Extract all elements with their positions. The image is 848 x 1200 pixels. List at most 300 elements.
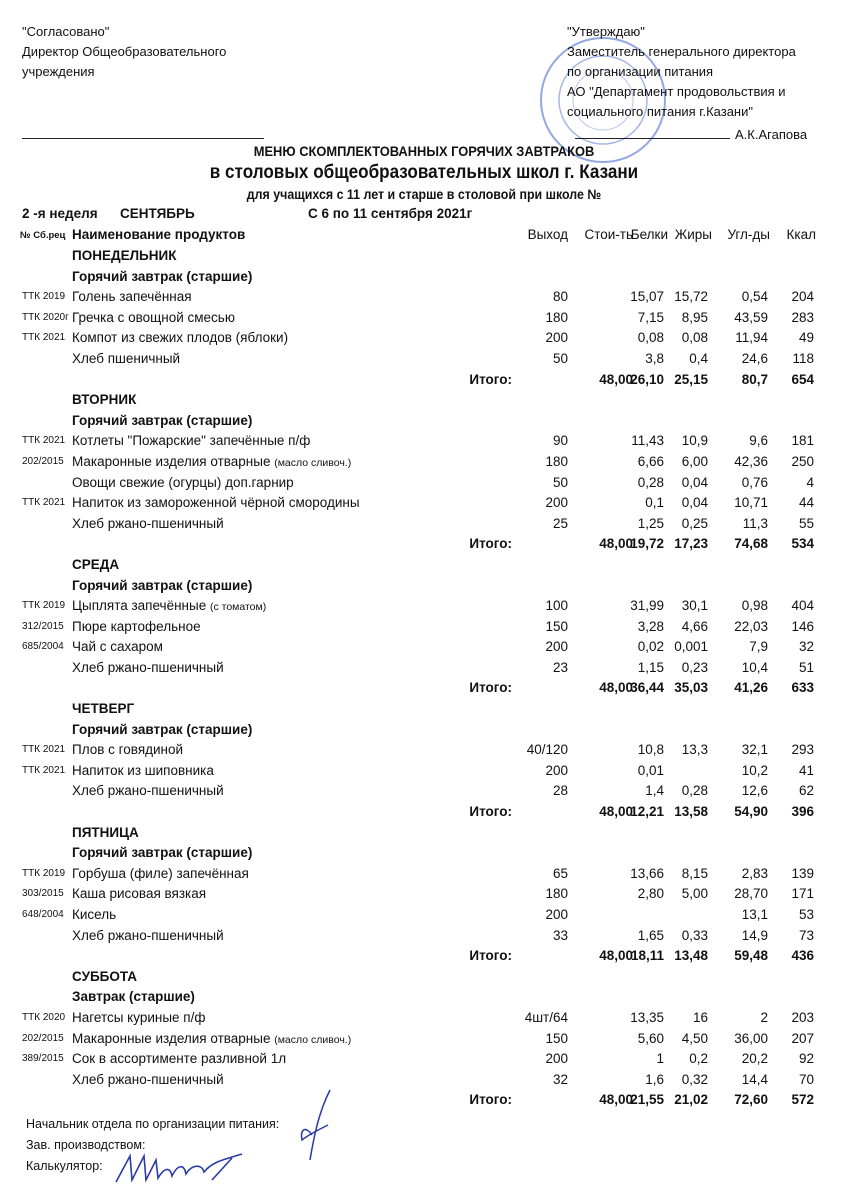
- signature-line-left: [22, 138, 264, 139]
- product-name-text: Овощи свежие (огурцы) доп.гарнир: [72, 474, 294, 490]
- yield: 180: [545, 453, 568, 469]
- product-name: [72, 781, 224, 803]
- fat: 0,04: [681, 495, 708, 511]
- total-kcal: 396: [791, 804, 814, 820]
- table-row: [0, 473, 848, 494]
- total-protein: 36,44: [630, 680, 664, 696]
- product-name: [72, 473, 294, 495]
- total-row: [0, 946, 848, 967]
- yield: 4шт/64: [524, 1009, 568, 1025]
- month-label: СЕНТЯБРЬ: [120, 206, 195, 221]
- protein: 0,02: [637, 639, 664, 655]
- kcal: 4: [806, 474, 814, 490]
- kcal: 146: [791, 618, 814, 634]
- product-name: [72, 514, 224, 536]
- yield: 150: [545, 1030, 568, 1046]
- meal-heading: [0, 267, 848, 288]
- approval-left-line: учреждения: [22, 64, 95, 79]
- table-row: [0, 328, 848, 349]
- fat: 5,00: [681, 886, 708, 902]
- table-row: [0, 287, 848, 308]
- protein: 1: [656, 1051, 664, 1067]
- yield: 40/120: [526, 742, 568, 758]
- fat: 4,50: [681, 1030, 708, 1046]
- fat: 13,3: [681, 742, 708, 758]
- total-carbs: 72,60: [734, 1092, 768, 1108]
- product-name: [72, 864, 249, 886]
- total-carbs: 54,90: [734, 804, 768, 820]
- kcal: 204: [791, 289, 814, 305]
- product-name: [72, 431, 310, 453]
- yield: 32: [552, 1071, 568, 1087]
- kcal: 118: [792, 350, 814, 366]
- protein: 15,07: [630, 289, 664, 305]
- protein: 1,4: [645, 783, 664, 799]
- table-row: [0, 596, 848, 617]
- recipe-code: ТТК 2021: [22, 497, 66, 509]
- product-name-text: Хлеб ржано-пшеничный: [72, 659, 224, 675]
- fat: 8,15: [681, 865, 708, 881]
- meal-name: Горячий завтрак (старшие): [72, 268, 253, 284]
- menu-table: [0, 246, 848, 1111]
- yield: 100: [545, 598, 568, 614]
- table-row: [0, 1070, 848, 1091]
- protein: 13,66: [630, 865, 664, 881]
- approval-right-line: АО "Департамент продовольствия и: [567, 84, 786, 99]
- product-name-text: Макаронные изделия отварные: [72, 1030, 275, 1046]
- yield: 180: [545, 886, 568, 902]
- carbs: 36,00: [734, 1030, 768, 1046]
- total-kcal: 436: [791, 948, 814, 964]
- recipe-code: 685/2004: [22, 641, 64, 653]
- day-name: СУББОТА: [72, 968, 138, 984]
- kcal: 171: [791, 886, 814, 902]
- carbs: 10,4: [741, 659, 768, 675]
- fat: 0,32: [681, 1071, 708, 1087]
- kcal: 55: [798, 515, 814, 531]
- total-cost: 48,00: [599, 1092, 633, 1108]
- total-label: Итого:: [469, 371, 512, 387]
- recipe-code: ТТК 2020г: [22, 311, 69, 323]
- day-name: ПОНЕДЕЛЬНИК: [72, 248, 177, 263]
- signer-name: А.К.Агапова: [735, 127, 808, 142]
- table-row: [0, 1008, 848, 1029]
- product-name-text: Хлеб ржано-пшеничный: [72, 515, 224, 531]
- kcal: 49: [798, 330, 814, 346]
- carbs: 14,9: [741, 927, 768, 943]
- carbs: 43,59: [734, 309, 768, 325]
- table-row: [0, 349, 848, 370]
- protein: 6,66: [637, 453, 664, 469]
- approval-left-line: "Согласовано": [22, 24, 110, 39]
- day-name: ВТОРНИК: [72, 392, 137, 408]
- product-note: (масло сливоч.): [274, 456, 352, 469]
- product-name-text: Пюре картофельное: [72, 618, 201, 634]
- approval-right-line: Заместитель генерального директора: [567, 44, 796, 59]
- meal-name: Горячий завтрак (старшие): [72, 845, 253, 861]
- carbs: 14,4: [741, 1071, 768, 1087]
- total-cost: 48,00: [599, 680, 633, 696]
- total-cost: 48,00: [599, 371, 633, 387]
- product-name-text: Каша рисовая вязкая: [72, 886, 207, 902]
- protein: 0,1: [645, 495, 664, 511]
- yield: 50: [552, 350, 568, 366]
- product-name: [72, 1029, 351, 1051]
- carbs: 32,1: [741, 742, 768, 758]
- col-fat: Жиры: [674, 227, 712, 242]
- yield: 33: [552, 927, 568, 943]
- footer-head: Начальник отдела по организации питания:: [26, 1117, 280, 1131]
- kcal: 293: [791, 742, 814, 758]
- protein: 13,35: [630, 1009, 664, 1025]
- day-heading: [0, 555, 848, 576]
- approval-right-line: по организации питания: [567, 64, 714, 79]
- total-protein: 12,21: [630, 804, 664, 820]
- total-carbs: 74,68: [734, 536, 768, 552]
- yield: 150: [545, 618, 568, 634]
- table-row: [0, 761, 848, 782]
- fat: 0,23: [681, 659, 708, 675]
- carbs: 0,98: [741, 598, 768, 614]
- kcal: 32: [798, 639, 814, 655]
- product-name-text: Горбуша (филе) запечённая: [72, 865, 249, 881]
- carbs: 12,6: [741, 783, 768, 799]
- approval-left-line: Директор Общеобразовательного: [22, 44, 227, 59]
- total-row: [0, 678, 848, 699]
- product-name-text: Хлеб пшеничный: [72, 350, 181, 366]
- product-name-text: Хлеб ржано-пшеничный: [72, 783, 224, 799]
- protein: 3,8: [645, 350, 664, 366]
- table-row: [0, 781, 848, 802]
- product-note: (с томатом): [209, 601, 267, 614]
- approval-right-line: "Утверждаю": [567, 24, 645, 39]
- product-name-text: Хлеб ржано-пшеничный: [72, 927, 224, 943]
- fat: 6,00: [681, 453, 708, 469]
- col-carbs: Угл-ды: [727, 227, 770, 242]
- table-row: [0, 617, 848, 638]
- yield: 90: [552, 433, 568, 449]
- product-name: [72, 740, 183, 762]
- day-heading: [0, 967, 848, 988]
- fat: 0,04: [681, 474, 708, 490]
- protein: 11,43: [631, 433, 664, 449]
- day-heading: [0, 699, 848, 720]
- product-name: [72, 761, 214, 783]
- product-name-text: Напиток из замороженной чёрной смородины: [72, 495, 360, 511]
- day-name: СРЕДА: [72, 556, 120, 572]
- carbs: 2,83: [741, 865, 768, 881]
- product-name: [72, 884, 206, 906]
- product-name: [72, 1070, 224, 1092]
- yield: 23: [552, 659, 568, 675]
- product-name: [72, 658, 224, 680]
- fat: 0,33: [681, 927, 708, 943]
- fat: 0,28: [681, 783, 708, 799]
- recipe-code: ТТК 2021: [22, 435, 66, 447]
- fat: 8,95: [681, 309, 708, 325]
- approval-right-line: социального питания г.Казани": [567, 104, 753, 119]
- carbs: 42,36: [734, 453, 768, 469]
- carbs: 7,9: [749, 639, 768, 655]
- carbs: 10,71: [734, 495, 768, 511]
- recipe-code: 312/2015: [22, 620, 64, 632]
- yield: 180: [545, 309, 568, 325]
- product-name-text: Кисель: [72, 907, 117, 922]
- kcal: 73: [798, 927, 814, 943]
- product-name: [72, 287, 192, 309]
- yield: 25: [552, 515, 568, 531]
- kcal: 44: [798, 495, 814, 511]
- meal-name: Горячий завтрак (старшие): [72, 412, 253, 428]
- col-code: № Сб.рец: [20, 230, 66, 241]
- day-heading: [0, 823, 848, 844]
- kcal: 181: [791, 433, 814, 449]
- recipe-code: ТТК 2021: [22, 332, 66, 344]
- total-protein: 18,11: [630, 948, 664, 964]
- product-name: [72, 637, 163, 659]
- total-row: [0, 802, 848, 823]
- table-row: [0, 905, 848, 926]
- protein: 1,25: [637, 515, 664, 531]
- week-label: 2 -я неделя: [22, 206, 98, 221]
- total-cost: 48,00: [599, 948, 633, 964]
- kcal: 404: [791, 598, 814, 614]
- signature-line-right: [575, 138, 730, 139]
- product-name-text: Чай с сахаром: [72, 639, 163, 655]
- recipe-code: ТТК 2021: [22, 744, 66, 756]
- product-name-text: Гречка с овощной смесью: [72, 309, 235, 325]
- protein: 7,15: [637, 309, 664, 325]
- col-cost: Стои-ть: [584, 227, 633, 242]
- recipe-code: ТТК 2019: [22, 291, 66, 303]
- product-name-text: Компот из свежих плодов (яблоки): [72, 330, 289, 346]
- product-name-text: Хлеб ржано-пшеничный: [72, 1071, 224, 1087]
- yield: 80: [552, 289, 568, 305]
- yield: 200: [545, 762, 568, 778]
- date-range: С 6 по 11 сентября 2021г: [308, 206, 473, 221]
- protein: 0,08: [637, 330, 664, 346]
- carbs: 28,70: [734, 886, 768, 902]
- meal-name: Горячий завтрак (старшие): [72, 721, 253, 737]
- product-note: (масло сливоч.): [274, 1033, 352, 1046]
- carbs: 10,2: [741, 762, 768, 778]
- carbs: 0,54: [741, 289, 768, 305]
- total-kcal: 654: [791, 371, 814, 387]
- product-name: [72, 905, 116, 927]
- total-kcal: 633: [791, 680, 814, 696]
- product-name: [72, 596, 266, 618]
- product-name-text: Напиток из шиповника: [72, 762, 214, 778]
- kcal: 207: [791, 1030, 814, 1046]
- product-name-text: Котлеты "Пожарские" запечённые п/ф: [72, 433, 311, 449]
- fat: 16: [692, 1009, 708, 1025]
- protein: 0,01: [637, 762, 664, 778]
- fat: 0,4: [689, 350, 708, 366]
- product-name: [72, 1049, 286, 1071]
- yield: 200: [545, 639, 568, 655]
- protein: 10,8: [637, 742, 664, 758]
- approval-right: [567, 22, 796, 122]
- table-row: [0, 1029, 848, 1050]
- product-name-text: Плов с говядиной: [72, 742, 184, 758]
- total-label: Итого:: [469, 680, 512, 696]
- product-name: [72, 328, 288, 350]
- col-protein: Белки: [630, 227, 668, 242]
- protein: 0,28: [637, 474, 664, 490]
- protein: 1,6: [645, 1071, 664, 1087]
- total-label: Итого:: [469, 536, 512, 552]
- meal-heading: [0, 843, 848, 864]
- kcal: 41: [798, 762, 814, 778]
- meal-heading: [0, 720, 848, 741]
- fat: 0,08: [681, 330, 708, 346]
- carbs: 20,2: [741, 1051, 768, 1067]
- protein: 31,99: [630, 598, 664, 614]
- title: МЕНЮ СКОМПЛЕКТОВАННЫХ ГОРЯЧИХ ЗАВТРАКОВ: [253, 143, 595, 159]
- protein: 1,65: [637, 927, 664, 943]
- yield: 28: [552, 783, 568, 799]
- kcal: 139: [791, 865, 814, 881]
- footer-production: Зав. производством:: [26, 1138, 146, 1152]
- total-protein: 19,72: [630, 536, 664, 552]
- kcal: 51: [798, 659, 814, 675]
- audience: для учащихся с 11 лет и старше в столовой при школе №: [246, 187, 602, 202]
- recipe-code: 648/2004: [22, 909, 64, 920]
- total-carbs: 41,26: [734, 680, 768, 696]
- total-protein: 21,55: [630, 1092, 664, 1108]
- recipe-code: ТТК 2020: [22, 1011, 66, 1023]
- product-name-text: Сок в ассортименте разливной 1л: [72, 1051, 287, 1067]
- meal-name: Завтрак (старшие): [72, 989, 195, 1005]
- protein: 2,80: [637, 886, 664, 902]
- carbs: 11,94: [735, 330, 768, 346]
- kcal: 250: [791, 453, 814, 469]
- fat: 0,001: [674, 639, 708, 655]
- recipe-code: ТТК 2019: [22, 867, 66, 879]
- total-fat: 25,15: [674, 371, 708, 387]
- signature-icon: [290, 1085, 340, 1165]
- product-name-text: Макаронные изделия отварные: [72, 453, 275, 469]
- total-cost: 48,00: [599, 536, 633, 552]
- fat: 4,66: [681, 618, 708, 634]
- carbs: 13,1: [741, 907, 768, 922]
- yield: 65: [552, 865, 568, 881]
- total-row: [0, 370, 848, 391]
- yield: 200: [545, 330, 568, 346]
- total-carbs: 80,7: [741, 371, 768, 387]
- fat: 0,25: [681, 515, 708, 531]
- fat: 10,9: [681, 433, 708, 449]
- kcal: 62: [798, 783, 814, 799]
- table-row: [0, 514, 848, 535]
- total-protein: 26,10: [630, 371, 664, 387]
- col-name: Наименование продуктов: [72, 227, 246, 242]
- carbs: 22,03: [734, 618, 768, 634]
- carbs: 0,76: [741, 474, 768, 490]
- meal-heading: [0, 411, 848, 432]
- table-row: [0, 1049, 848, 1070]
- protein: 1,15: [637, 659, 664, 675]
- kcal: 92: [798, 1051, 814, 1067]
- table-row: [0, 431, 848, 452]
- recipe-code: ТТК 2021: [22, 764, 66, 776]
- day-heading: [0, 390, 848, 411]
- kcal: 203: [791, 1009, 814, 1025]
- product-name: [72, 926, 224, 948]
- table-row: [0, 884, 848, 905]
- carbs: 11,3: [742, 515, 768, 531]
- table-row: [0, 308, 848, 329]
- table-row: [0, 493, 848, 514]
- protein: 5,60: [637, 1030, 664, 1046]
- carbs: 9,6: [749, 433, 768, 449]
- kcal: 53: [798, 907, 814, 922]
- recipe-code: 202/2015: [22, 455, 64, 467]
- day-name: ПЯТНИЦА: [72, 824, 139, 840]
- subtitle: в столовых общеобразовательных школ г. Казани: [209, 162, 639, 183]
- footer-calculator: Калькулятор:: [26, 1159, 103, 1173]
- day-name: ЧЕТВЕРГ: [72, 701, 135, 717]
- signature-icon: [112, 1150, 252, 1186]
- yield: 200: [545, 907, 568, 922]
- total-fat: 17,23: [674, 536, 708, 552]
- carbs: 24,6: [741, 350, 768, 366]
- table-row: [0, 658, 848, 679]
- total-kcal: 534: [791, 536, 814, 552]
- product-name-text: Голень запечённая: [72, 289, 192, 305]
- fat: 0,2: [689, 1051, 708, 1067]
- carbs: 2: [760, 1009, 768, 1025]
- total-fat: 35,03: [674, 680, 708, 696]
- recipe-code: 389/2015: [22, 1053, 64, 1065]
- total-label: Итого:: [469, 948, 512, 964]
- table-row: [0, 864, 848, 885]
- kcal: 283: [791, 309, 814, 325]
- yield: 200: [545, 495, 568, 511]
- table-row: [0, 926, 848, 947]
- yield: 50: [552, 474, 568, 490]
- kcal: 70: [798, 1071, 814, 1087]
- fat: 15,72: [674, 289, 708, 305]
- protein: 3,28: [637, 618, 664, 634]
- day-heading: [0, 246, 848, 267]
- recipe-code: ТТК 2019: [22, 600, 66, 612]
- table-row: [0, 740, 848, 761]
- table-row: [0, 452, 848, 473]
- product-name: [72, 452, 351, 474]
- product-name-text: Нагетсы куриные п/ф: [72, 1009, 206, 1025]
- total-label: Итого:: [469, 804, 512, 820]
- fat: 30,1: [681, 598, 708, 614]
- yield: 200: [545, 1051, 568, 1067]
- product-name-text: Цыплята запечённые: [72, 598, 210, 614]
- approval-left: [22, 22, 226, 82]
- total-row: [0, 1090, 848, 1111]
- product-name: [72, 1008, 205, 1030]
- col-out: Выход: [527, 227, 568, 242]
- total-carbs: 59,48: [734, 948, 768, 964]
- recipe-code: 202/2015: [22, 1032, 64, 1044]
- total-fat: 13,58: [674, 804, 708, 820]
- table-row: [0, 637, 848, 658]
- total-fat: 13,48: [674, 948, 708, 964]
- product-name: [72, 617, 201, 639]
- product-name: [72, 349, 180, 371]
- col-kcal: Ккал: [786, 227, 816, 242]
- total-fat: 21,02: [674, 1092, 708, 1108]
- recipe-code: 303/2015: [22, 888, 64, 900]
- total-kcal: 572: [791, 1092, 814, 1108]
